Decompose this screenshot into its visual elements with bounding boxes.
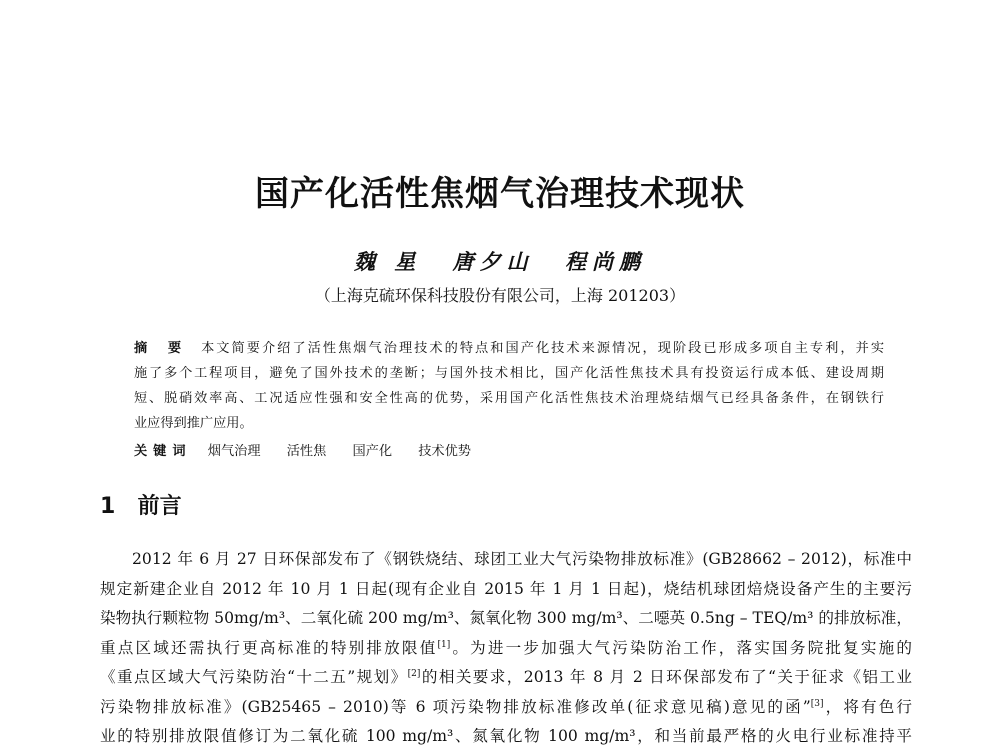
keyword: 技术优势: [418, 444, 471, 459]
abstract: [134, 336, 884, 436]
citation-mark: [2]: [407, 668, 421, 679]
body-paragraph: [100, 545, 912, 752]
section-number: 1: [100, 494, 116, 519]
body-line: 污染物排放标准》(GB25465 – 2010)等 6 项污染物排放标准修改单(征求意见稿)意见的函”[3]，将有色行: [100, 697, 912, 716]
body-line: 重点区域还需执行更高标准的特别排放限值[1]。为进一步加强大气污染防治工作，落实国务院批复实施的: [100, 638, 912, 657]
body-line: 染物执行颗粒物 50mg/m³、二氧化硫 200 mg/m³、氮氧化物 300 mg/m³、二噁英 0.5ng – TEQ/m³ 的排放标准，: [100, 609, 912, 627]
keywords: [134, 441, 884, 463]
keyword: 活性焦: [286, 444, 327, 459]
paper-title: 国产化活性焦烟气治理技术现状: [255, 174, 745, 214]
keyword: 烟气治理: [207, 444, 261, 459]
section-title: 前言: [137, 494, 182, 519]
keyword: 国产化: [352, 444, 393, 459]
body-line: 业的特别排放限值修订为二氧化硫 100 mg/m³、氮氧化物 100 mg/m³，和当前最严格的火电行业标准持平: [100, 727, 912, 745]
abstract-line: 业应得到推广应用。: [134, 416, 253, 431]
author-name: 程尚鹏: [564, 249, 646, 274]
body-line: 规定新建企业自 2012 年 10 月 1 日起(现有企业自 2015 年 1 月 1 日起)，烧结机球团焙烧设备产生的主要污: [100, 579, 912, 598]
author-name: 魏 星: [354, 249, 422, 274]
abstract-line: [134, 336, 884, 361]
author-list: [0, 246, 1000, 276]
abstract-text: 本文简要介绍了活性焦烟气治理技术的特点和国产化技术来源情况，现阶段已形成多项自主专利，并实: [201, 341, 885, 356]
keywords-label: 关键词: [134, 444, 192, 459]
abstract-label: 摘 要: [134, 341, 190, 356]
abstract-line: 施了多个工程项目，避免了国外技术的垄断；与国外技术相比，国产化活性焦技术具有投资运行成本低、建设周期: [134, 366, 884, 381]
abstract-line: 短、脱硝效率高、工况适应性强和安全性高的优势，采用国产化活性焦技术治理烧结烟气已经具备条件，在钢铁行: [134, 391, 884, 406]
citation-mark: [3]: [810, 698, 824, 709]
author-name: 唐夕山: [452, 249, 534, 274]
citation-mark: [1]: [437, 639, 451, 650]
affiliation: （上海克硫环保科技股份有限公司，上海 201203）: [314, 286, 686, 305]
body-line: 《重点区域大气污染防治“十二五”规划》[2]的相关要求，2013 年 8 月 2 日环保部发布了“关于征求《铝工业: [100, 668, 912, 686]
section-heading: [100, 489, 182, 520]
body-line: 2012 年 6 月 27 日环保部发布了《钢铁烧结、球团工业大气污染物排放标准》(GB28662 – 2012)，标准中: [132, 550, 912, 568]
